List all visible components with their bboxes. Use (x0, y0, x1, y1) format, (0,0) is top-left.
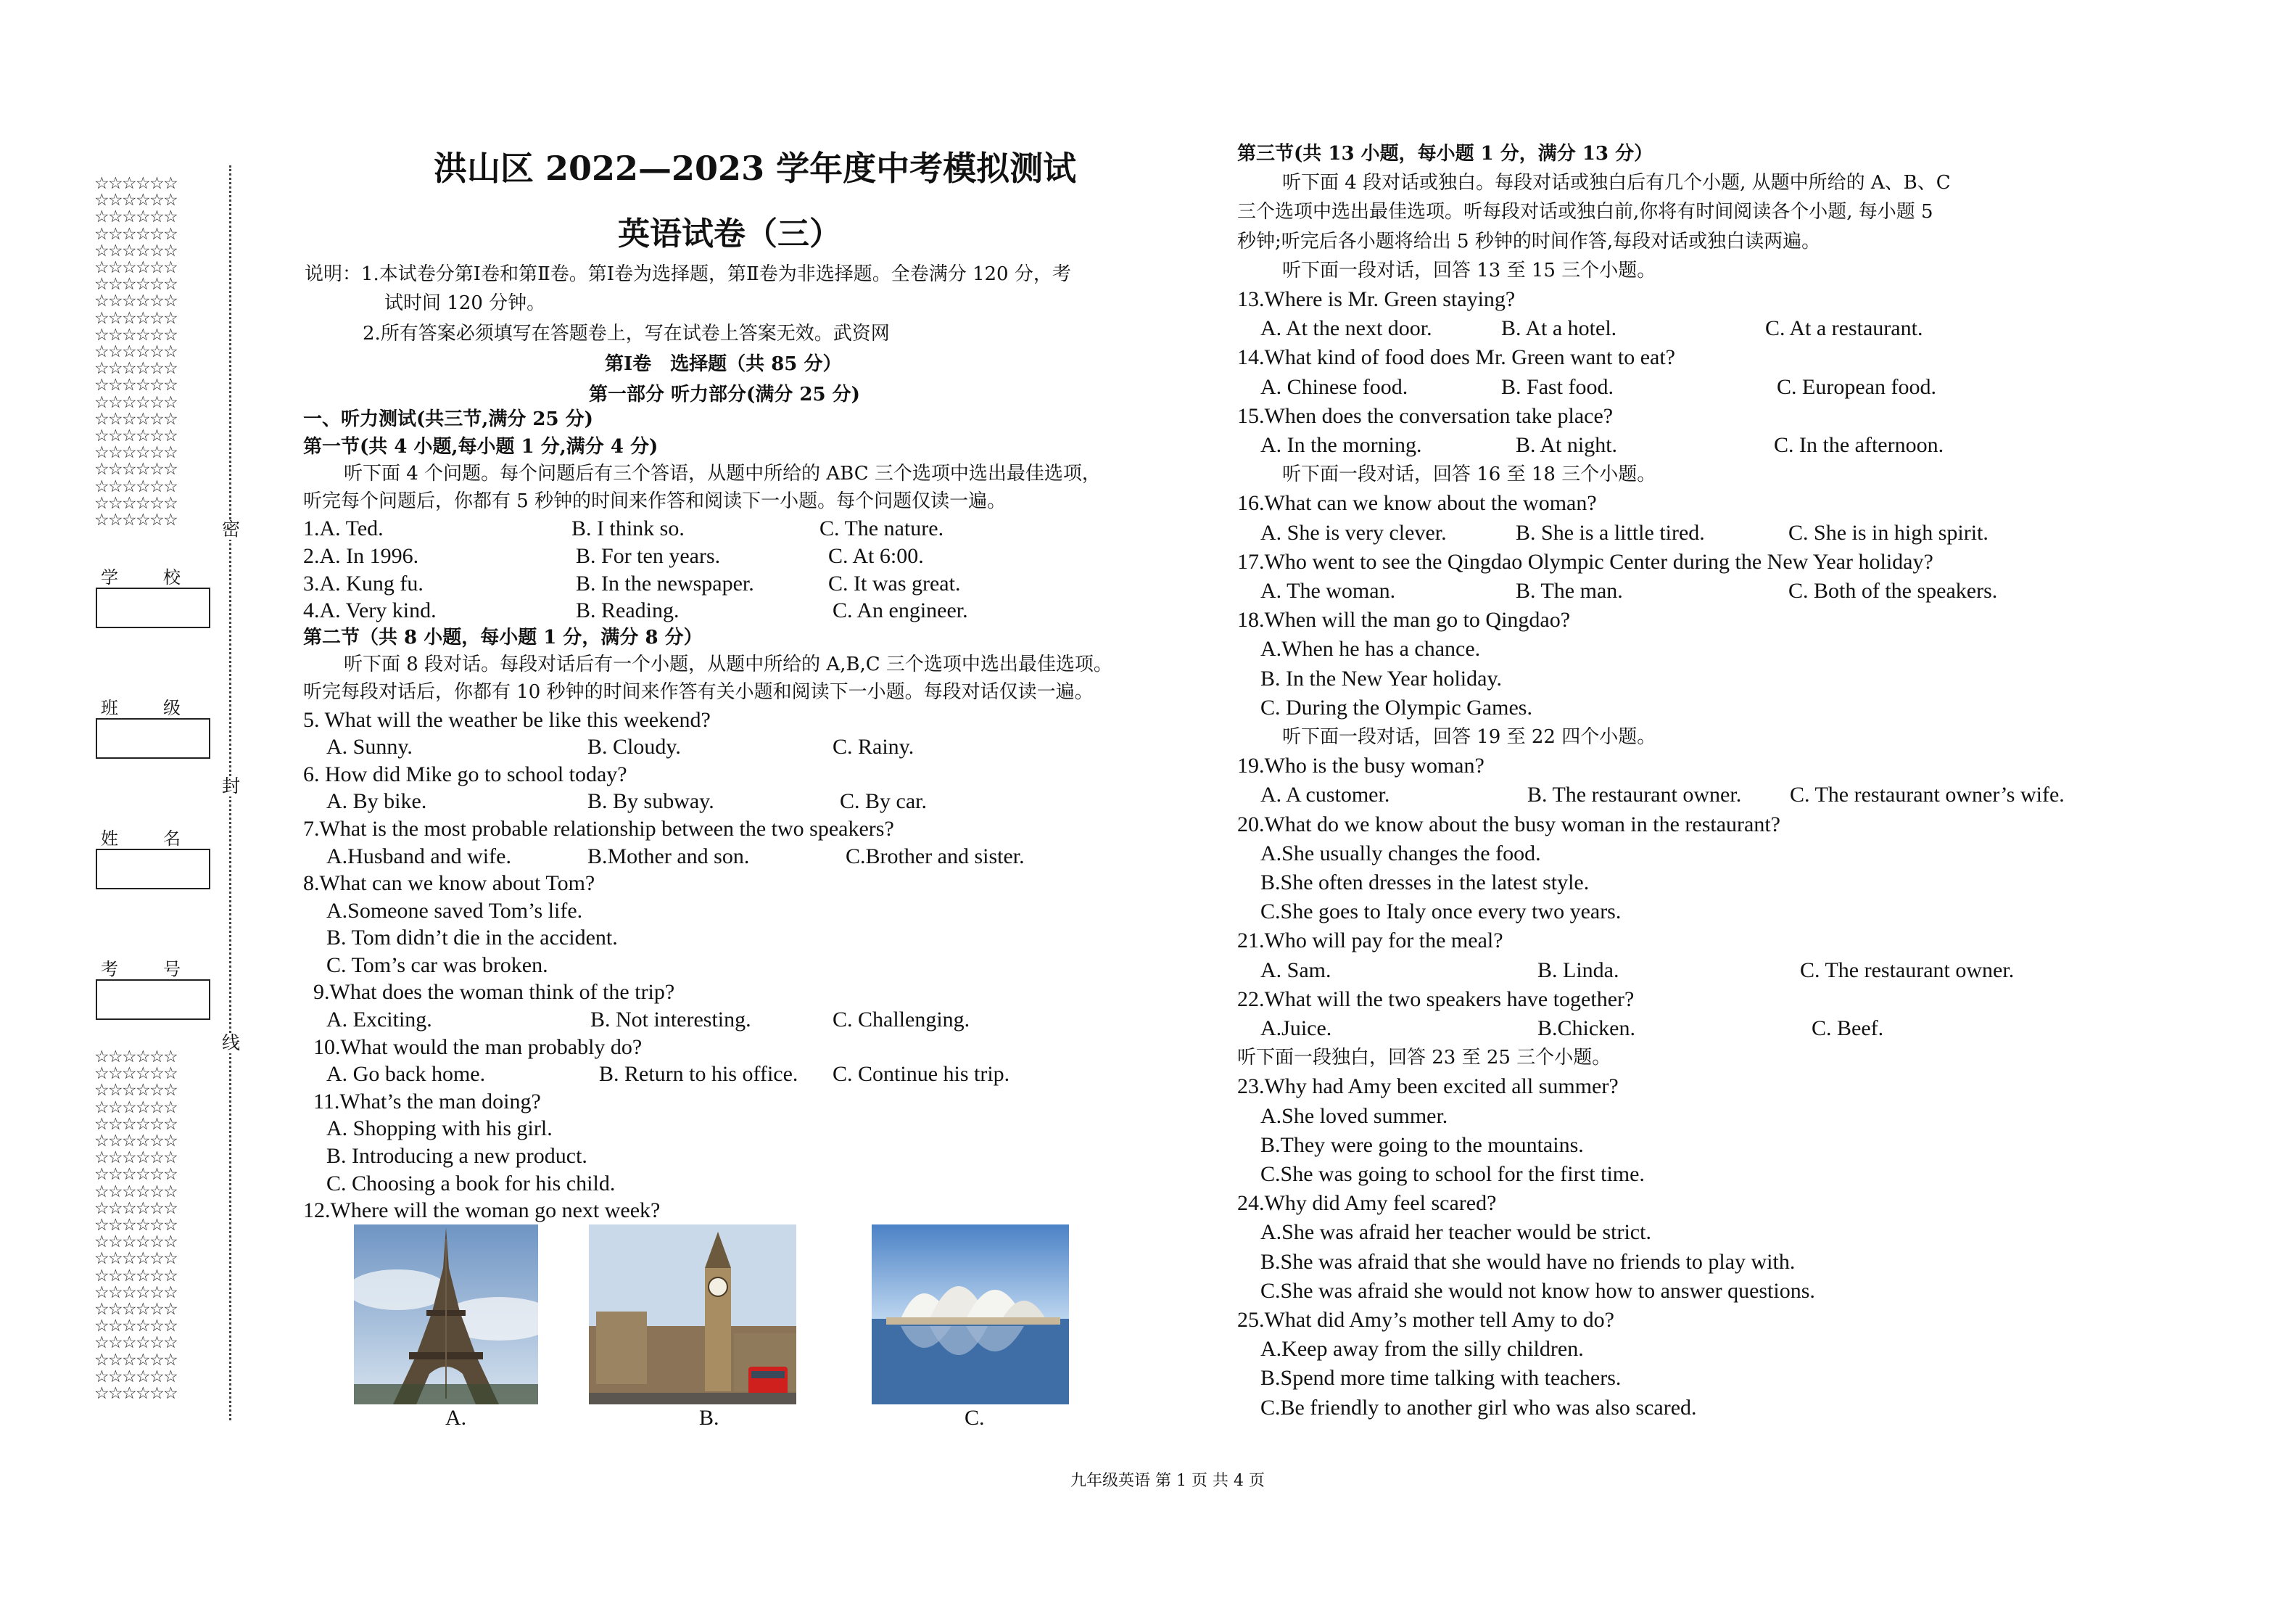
section-1-instructions-cont: 听完每个问题后，你都有 5 秒钟的时间来作答和阅读下一小题。每个问题仅读一遍。 (303, 490, 1007, 512)
q14-option-c: C. European food. (1777, 374, 1936, 399)
q24-option-c: C.She was afraid she would not know how to answer questions. (1260, 1278, 1815, 1303)
question-19: 19.Who is the busy woman? (1237, 754, 1484, 778)
q16-option-b: B. She is a little tired. (1516, 520, 1705, 545)
q25-option-b: B.Spend more time talking with teachers. (1260, 1366, 1622, 1391)
question-22: 22.What will the two speakers have together? (1237, 987, 1635, 1011)
q10-option-b: B. Return to his office. (599, 1062, 798, 1087)
q20-option-a: A.She usually changes the food. (1260, 841, 1541, 865)
question-18: 18.When will the man go to Qingdao? (1237, 608, 1571, 633)
part-heading: 第一部分 听力部分(满分 25 分) (589, 384, 860, 406)
dialogue-2-intro: 听下面一段对话，回答 16 至 18 三个小题。 (1282, 464, 1656, 486)
section-3-title: 第三节(共 13 小题，每小题 1 分，满分 13 分） (1237, 143, 1653, 165)
listening-heading: 一、听力测试(共三节,满分 25 分) (303, 408, 593, 430)
q7-option-c: C.Brother and sister. (846, 844, 1025, 868)
question-6: 6. How did Mike go to school today? (303, 762, 627, 786)
q16-option-c: C. She is in high spirit. (1788, 520, 1989, 545)
question-4 (303, 597, 1159, 625)
q15-option-c: C. In the afternoon. (1774, 433, 1944, 457)
q6-option-c: C. By car. (840, 789, 927, 814)
seal-char-feng: 封 (222, 777, 241, 796)
q18-option-b: B. In the New Year holiday. (1260, 666, 1503, 691)
q7-option-a: A.Husband and wife. (326, 844, 511, 868)
q8-option-c: C. Tom’s car was broken. (326, 952, 548, 977)
q19-option-b: B. The restaurant owner. (1527, 783, 1742, 807)
q25-option-a: A.Keep away from the silly children. (1260, 1337, 1584, 1362)
question-2 (303, 543, 1159, 570)
q11-option-a: A. Shopping with his girl. (326, 1116, 553, 1141)
q17-option-c: C. Both of the speakers. (1788, 578, 1998, 603)
question-11: 11.What’s the man doing? (313, 1089, 541, 1113)
q6-option-a: A. By bike. (326, 789, 427, 814)
q1-option-a: 1.A. Ted. (303, 516, 384, 541)
q17-option-a: A. The woman. (1260, 578, 1396, 603)
q1-option-c: C. The nature. (819, 516, 944, 541)
q11-option-b: B. Introducing a new product. (326, 1144, 587, 1169)
section-2-title: 第二节（共 8 小题，每小题 1 分，满分 8 分） (303, 626, 703, 649)
section-2-instructions: 听下面 8 段对话。每段对话后有一个小题，从题中所给的 A,B,C 三个选项中选出最佳选项。 (344, 654, 1112, 676)
q4-option-c: C. An engineer. (833, 598, 968, 623)
q13-options (1237, 314, 2122, 343)
instructions-line-1b: 试时间 120 分钟。 (384, 292, 546, 314)
field-label-exam-no: 考 号 (101, 960, 201, 979)
question-9: 9.What does the woman think of the trip? (313, 980, 675, 1005)
section-3-instructions-2: 三个选项中选出最佳选项。听每段对话或独白前,你将有时间阅读各个小题, 每小题 5 (1237, 201, 1933, 223)
section-2-instructions-cont: 听完每段对话后，你都有 10 秒钟的时间来作答有关小题和阅读下一小题。每段对话仅读一遍。 (303, 680, 1094, 703)
q21-option-a: A. Sam. (1260, 958, 1331, 982)
q21-options (1237, 956, 2122, 985)
q10-option-c: C. Continue his trip. (833, 1062, 1010, 1087)
q9-option-a: A. Exciting. (326, 1008, 432, 1032)
q8-option-b: B. Tom didn’t die in the accident. (326, 926, 618, 950)
q9-options (303, 1006, 1159, 1034)
page-footer: 九年级英语 第 1 页 共 4 页 (1070, 1472, 1265, 1490)
q1-option-b: B. I think so. (571, 516, 685, 541)
q13-option-a: A. At the next door. (1260, 316, 1432, 341)
field-label-school: 学 校 (101, 569, 201, 588)
q16-option-a: A. She is very clever. (1260, 520, 1447, 545)
q22-options (1237, 1014, 2122, 1043)
q2-option-c: C. At 6:00. (828, 543, 924, 568)
q14-option-b: B. Fast food. (1501, 374, 1614, 399)
question-23: 23.Why had Amy been excited all summer? (1237, 1074, 1619, 1099)
question-24: 24.Why did Amy feel scared? (1237, 1191, 1497, 1216)
question-14: 14.What kind of food does Mr. Green want to eat? (1237, 345, 1675, 370)
star-column-top: ☆☆☆☆☆☆ ☆☆☆☆☆☆ ☆☆☆☆☆☆ ☆☆☆☆☆☆ ☆☆☆☆☆☆ ☆☆☆☆☆☆ ☆☆☆☆☆☆ ☆☆☆☆☆☆ ☆☆☆☆☆☆ ☆☆☆☆☆☆ ☆☆☆☆☆☆ ☆☆☆☆☆☆ ☆☆☆☆☆☆ ☆☆☆☆☆☆ ☆☆☆☆☆☆ ☆☆☆☆☆☆ ☆☆☆☆☆☆ ☆☆☆☆☆☆ ☆☆☆☆☆☆ ☆☆☆☆☆☆ ☆☆☆☆☆☆ (94, 174, 178, 530)
q25-option-c: C.Be friendly to another girl who was also scared. (1260, 1395, 1697, 1420)
exam-title: 洪山区 2022—2023 学年度中考模拟测试 (434, 149, 1077, 188)
q3-option-b: B. In the newspaper. (576, 571, 754, 596)
question-20: 20.What do we know about the busy woman in the restaurant? (1237, 812, 1780, 836)
volume-heading: 第Ⅰ卷 选择题（共 85 分） (605, 353, 842, 375)
monologue-intro: 听下面一段独白，回答 23 至 25 三个小题。 (1237, 1047, 1611, 1069)
class-field[interactable] (96, 718, 210, 759)
picture-label-c: C. (965, 1406, 985, 1430)
q22-option-c: C. Beef. (1812, 1016, 1884, 1040)
q13-option-c: C. At a restaurant. (1765, 316, 1923, 341)
q9-option-b: B. Not interesting. (590, 1008, 751, 1032)
q17-option-b: B. The man. (1516, 578, 1623, 603)
q5-option-c: C. Rainy. (833, 735, 914, 759)
name-field[interactable] (96, 849, 210, 889)
exam-subtitle: 英语试卷（三） (618, 215, 841, 252)
section-1-instructions: 听下面 4 个问题。每个问题后有三个答语，从题中所给的 ABC 三个选项中选出最佳选项， (344, 463, 1101, 485)
q3-option-c: C. It was great. (828, 571, 961, 596)
section-3-instructions-3: 秒钟;听完后各小题将给出 5 秒钟的时间作答,每段对话或独白读两遍。 (1237, 230, 1821, 252)
q6-option-b: B. By subway. (587, 789, 714, 814)
q13-option-b: B. At a hotel. (1501, 316, 1617, 341)
question-12: 12.Where will the woman go next week? (303, 1198, 661, 1223)
q23-option-b: B.They were going to the mountains. (1260, 1132, 1584, 1157)
sydney-opera-house-image (872, 1224, 1069, 1404)
q5-option-b: B. Cloudy. (587, 735, 681, 759)
q16-options (1237, 519, 2122, 548)
question-16: 16.What can we know about the woman? (1237, 491, 1597, 516)
q17-options (1237, 577, 2122, 606)
q5-option-a: A. Sunny. (326, 735, 413, 759)
q20-option-c: C.She goes to Italy once every two years. (1260, 899, 1622, 924)
q2-option-a: 2.A. In 1996. (303, 543, 419, 568)
q14-option-a: A. Chinese food. (1260, 374, 1408, 399)
q14-options (1237, 373, 2122, 402)
seal-char-xian: 线 (222, 1034, 241, 1053)
q19-option-c: C. The restaurant owner’s wife. (1790, 783, 2065, 807)
q15-option-a: A. In the morning. (1260, 433, 1422, 457)
q20-option-b: B.She often dresses in the latest style. (1260, 870, 1590, 894)
q18-option-a: A.When he has a chance. (1260, 637, 1481, 662)
question-5: 5. What will the weather be like this weekend? (303, 707, 711, 732)
picture-label-b: B. (699, 1406, 719, 1430)
q9-option-c: C. Challenging. (833, 1008, 970, 1032)
question-7: 7.What is the most probable relationship between the two speakers? (303, 816, 894, 841)
question-17: 17.Who went to see the Qingdao Olympic Center during the New Year holiday? (1237, 549, 1933, 574)
question-1 (303, 515, 1159, 543)
q24-option-a: A.She was afraid her teacher would be strict. (1260, 1220, 1651, 1245)
q6-options (303, 788, 1159, 815)
q23-option-c: C.She was going to school for the first time. (1260, 1161, 1645, 1186)
eiffel-tower-image (354, 1224, 538, 1404)
q22-option-a: A.Juice. (1260, 1016, 1332, 1040)
question-13: 13.Where is Mr. Green staying? (1237, 287, 1516, 312)
q8-option-a: A.Someone saved Tom’s life. (326, 898, 583, 923)
q7-options (303, 843, 1159, 870)
star-column-bottom: ☆☆☆☆☆☆ ☆☆☆☆☆☆ ☆☆☆☆☆☆ ☆☆☆☆☆☆ ☆☆☆☆☆☆ ☆☆☆☆☆☆ ☆☆☆☆☆☆ ☆☆☆☆☆☆ ☆☆☆☆☆☆ ☆☆☆☆☆☆ ☆☆☆☆☆☆ ☆☆☆☆☆☆ ☆☆☆☆☆☆ ☆☆☆☆☆☆ ☆☆☆☆☆☆ ☆☆☆☆☆☆ ☆☆☆☆☆☆ ☆☆☆☆☆☆ ☆☆☆☆☆☆ ☆☆☆☆☆☆ ☆☆☆☆☆☆ (94, 1047, 178, 1404)
q11-option-c: C. Choosing a book for his child. (326, 1171, 616, 1195)
q3-option-a: 3.A. Kung fu. (303, 571, 424, 596)
question-3 (303, 570, 1159, 598)
seal-char-mi: 密 (222, 520, 241, 540)
q5-options (303, 733, 1159, 761)
instructions-line-2: 2.所有答案必须填写在答题卷上，写在试卷上答案无效。武资网 (363, 323, 890, 345)
q10-options (303, 1061, 1159, 1088)
q24-option-b: B.She was afraid that she would have no friends to play with. (1260, 1249, 1796, 1274)
q4-option-a: 4.A. Very kind. (303, 598, 437, 623)
field-label-name: 姓 名 (101, 830, 201, 849)
question-15: 15.When does the conversation take place? (1237, 403, 1614, 428)
question-10: 10.What would the man probably do? (313, 1034, 643, 1059)
q21-option-b: B. Linda. (1537, 958, 1619, 982)
big-ben-image (589, 1224, 796, 1404)
left-column (303, 406, 1159, 1224)
q19-options (1237, 781, 2122, 810)
q22-option-b: B.Chicken. (1537, 1016, 1635, 1040)
section-1-title: 第一节(共 4 小题,每小题 1 分,满分 4 分) (303, 435, 658, 458)
q10-option-a: A. Go back home. (326, 1062, 486, 1087)
picture-label-a: A. (445, 1406, 467, 1430)
q2-option-b: B. For ten years. (576, 543, 721, 568)
instructions-line-1: 说明：1.本试卷分第Ⅰ卷和第Ⅱ卷。第Ⅰ卷为选择题，第Ⅱ卷为非选择题。全卷满分 120 分，考 (305, 263, 1071, 285)
question-25: 25.What did Amy’s mother tell Amy to do? (1237, 1308, 1614, 1332)
section-3-instructions: 听下面 4 段对话或独白。每段对话或独白后有几个小题, 从题中所给的 A、B、C (1282, 172, 1951, 194)
q23-option-a: A.She loved summer. (1260, 1103, 1448, 1128)
dialogue-1-intro: 听下面一段对话，回答 13 至 15 三个小题。 (1282, 259, 1656, 281)
q15-options (1237, 431, 2122, 460)
q18-option-c: C. During the Olympic Games. (1260, 695, 1532, 720)
school-field[interactable] (96, 588, 210, 628)
exam-number-field[interactable] (96, 979, 210, 1020)
right-column (1237, 139, 2122, 1423)
q7-option-b: B.Mother and son. (587, 844, 750, 868)
dialogue-3-intro: 听下面一段对话，回答 19 至 22 四个小题。 (1282, 725, 1656, 748)
question-21: 21.Who will pay for the meal? (1237, 929, 1503, 953)
q15-option-b: B. At night. (1516, 433, 1618, 457)
q19-option-a: A. A customer. (1260, 783, 1390, 807)
field-label-class: 班 级 (101, 699, 201, 718)
question-8: 8.What can we know about Tom? (303, 871, 595, 896)
q21-option-c: C. The restaurant owner. (1800, 958, 2015, 982)
q4-option-b: B. Reading. (576, 598, 680, 623)
